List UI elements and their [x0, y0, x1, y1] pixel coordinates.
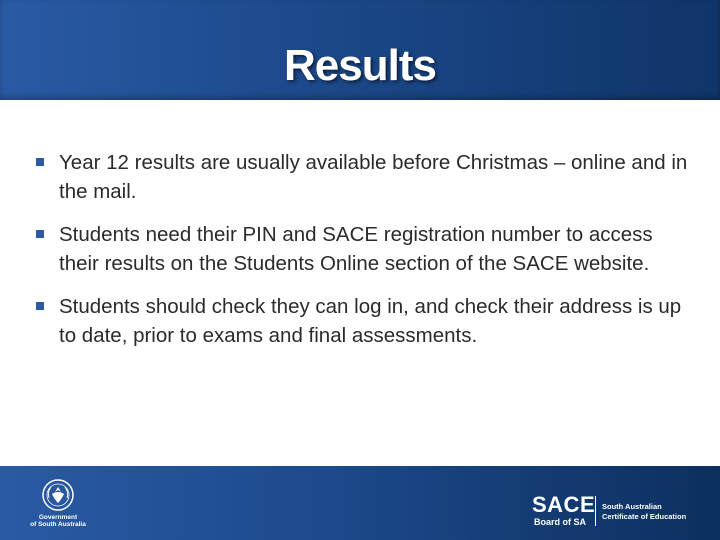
sace-description-line1: South Australian [602, 502, 662, 511]
government-label-line1: Government [38, 514, 78, 521]
bullet-text: Year 12 results are usually available before Christmas – online and in the mail. [59, 151, 688, 203]
square-bullet-icon [36, 302, 44, 310]
bullet-list [36, 148, 696, 364]
logo-divider [595, 496, 596, 526]
bullet-item [36, 220, 696, 278]
bullet-text: Students should check they can log in, and check their address is up to date, prior to exams and final assessments. [59, 295, 682, 347]
bullet-item [36, 148, 696, 206]
government-of-south-australia-logo [24, 478, 92, 534]
sace-description [602, 502, 686, 522]
government-label [24, 514, 92, 528]
square-bullet-icon [36, 230, 44, 238]
bullet-item [36, 292, 696, 350]
slide-title: Results [284, 41, 436, 90]
sace-board-label: Board of SA [534, 517, 587, 527]
sace-wordmark: SACE [532, 492, 596, 517]
sace-description-line2: Certificate of Education [602, 512, 687, 521]
square-bullet-icon [36, 158, 44, 166]
bullet-text: Students need their PIN and SACE registration number to access their results on the Students Online section of the SACE website. [59, 223, 653, 275]
government-label-line2: of South Australia [30, 521, 86, 528]
state-crest-icon [41, 478, 75, 512]
sace-board-logo [532, 494, 712, 530]
